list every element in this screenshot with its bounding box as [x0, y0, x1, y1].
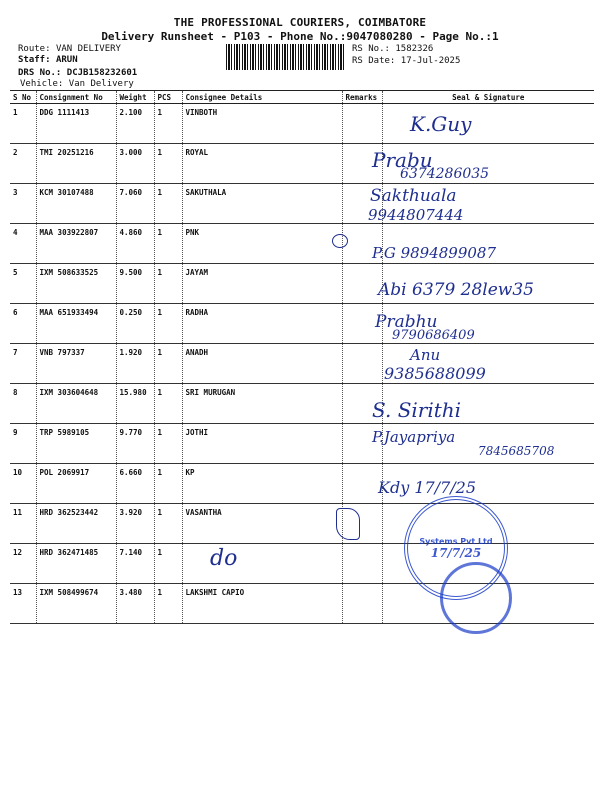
cell-pcs: 1	[154, 224, 182, 264]
cell-consignment: MAA 651933494	[36, 304, 116, 344]
seal-date: 17/7/25	[430, 545, 482, 560]
staff-line	[18, 55, 78, 65]
signature-12: do	[210, 546, 238, 571]
cell-consignee: VASANTHA	[182, 504, 342, 544]
rs-date-value: 17-Jul-2025	[400, 56, 461, 66]
col-pcs: PCS	[154, 91, 182, 104]
cell-consignment: VNB 797337	[36, 344, 116, 384]
cell-sno: 1	[10, 104, 36, 144]
cell-sno: 8	[10, 384, 36, 424]
signature-4: P.G 9894899087	[372, 244, 497, 262]
subtitle: Delivery Runsheet - P103 - Phone No.:9047080280 - Page No.:1	[101, 30, 499, 43]
signature-7a: Anu	[410, 346, 441, 364]
vehicle-label: Vehicle:	[20, 79, 64, 89]
cell-remarks	[342, 584, 382, 624]
cell-pcs: 1	[154, 504, 182, 544]
cell-remarks	[342, 544, 382, 584]
cell-consignee: JAYAM	[182, 264, 342, 304]
cell-consignee: ANADH	[182, 344, 342, 384]
cell-remarks	[342, 264, 382, 304]
table-row	[10, 304, 594, 344]
signature-10: Kdy 17/7/25	[378, 478, 476, 497]
cell-consignment: HRD 362471485	[36, 544, 116, 584]
cell-sno: 11	[10, 504, 36, 544]
route-label: Route:	[18, 44, 51, 54]
signature-3b: 9944807444	[368, 206, 464, 224]
cell-weight: 3.480	[116, 584, 154, 624]
signature-6b: 9790686409	[392, 328, 475, 343]
cell-consignee	[182, 544, 342, 584]
cell-weight: 3.000	[116, 144, 154, 184]
cell-sno: 9	[10, 424, 36, 464]
cell-pcs: 1	[154, 344, 182, 384]
table-row	[10, 144, 594, 184]
cell-consignee: JOTHI	[182, 424, 342, 464]
table-row	[10, 344, 594, 384]
cell-remarks	[342, 464, 382, 504]
col-weight: Weight	[116, 91, 154, 104]
signature-1: K.Guy	[410, 112, 472, 136]
cell-consignment: POL 2069917	[36, 464, 116, 504]
cell-weight: 2.100	[116, 104, 154, 144]
rs-date-line	[352, 56, 460, 66]
cell-consignee: KP	[182, 464, 342, 504]
cell-consignment: IXM 508499674	[36, 584, 116, 624]
cell-consignment: KCM 30107488	[36, 184, 116, 224]
signature-7b: 9385688099	[384, 364, 486, 383]
cell-consignment: DDG 1111413	[36, 104, 116, 144]
cell-sno: 6	[10, 304, 36, 344]
cell-pcs: 1	[154, 144, 182, 184]
col-sno: S No	[10, 91, 36, 104]
signature-9a: P.Jayapriya	[372, 428, 456, 446]
cell-pcs: 1	[154, 304, 182, 344]
cell-consignee: SRI MURUGAN	[182, 384, 342, 424]
cell-pcs: 1	[154, 264, 182, 304]
cell-sno: 13	[10, 584, 36, 624]
staff-label: Staff:	[18, 55, 51, 65]
cell-pcs: 1	[154, 464, 182, 504]
cell-weight: 15.980	[116, 384, 154, 424]
seal-text	[419, 537, 492, 560]
signature-8: S. Sirithi	[372, 398, 462, 422]
table-row	[10, 464, 594, 504]
seal-label: Systems Pvt Ltd	[419, 536, 493, 546]
rs-no-line	[352, 44, 433, 54]
cell-consignment: TRP 5989105	[36, 424, 116, 464]
cell-weight: 9.770	[116, 424, 154, 464]
cell-consignee: PNK	[182, 224, 342, 264]
scribble-mark	[336, 508, 360, 540]
col-signature: Seal & Signature	[382, 91, 594, 104]
cell-weight: 4.860	[116, 224, 154, 264]
cell-weight: 3.920	[116, 504, 154, 544]
signature-6a: Prabhu	[375, 312, 438, 332]
cell-sno: 5	[10, 264, 36, 304]
cell-weight: 9.500	[116, 264, 154, 304]
signature-2b: 6374286035	[400, 166, 490, 182]
drs-line	[18, 68, 137, 78]
cell-consignee: LAKSHMI CAPIO	[182, 584, 342, 624]
cell-pcs: 1	[154, 424, 182, 464]
cell-consignee: RADHA	[182, 304, 342, 344]
cell-pcs: 1	[154, 384, 182, 424]
staff-value: ARUN	[55, 55, 78, 65]
cell-consignment: MAA 303922807	[36, 224, 116, 264]
table-row	[10, 184, 594, 224]
barcode	[226, 44, 346, 70]
col-consignee: Consignee Details	[182, 91, 342, 104]
table-row	[10, 224, 594, 264]
cell-weight: 7.060	[116, 184, 154, 224]
cell-consignment: TMI 20251216	[36, 144, 116, 184]
vehicle-line	[20, 79, 134, 89]
cell-remarks	[342, 344, 382, 384]
drs-label: DRS No.:	[18, 68, 62, 78]
remark-mark	[332, 234, 348, 248]
table-header	[10, 91, 594, 104]
table-row	[10, 384, 594, 424]
signature-3a: Sakthuala	[370, 186, 457, 206]
vehicle-value: Van Delivery	[68, 79, 134, 89]
cell-remarks	[342, 104, 382, 144]
signature-5: Abi 6379 28lew35	[378, 280, 534, 300]
cell-sno: 2	[10, 144, 36, 184]
drs-value: DCJB158232601	[66, 68, 138, 78]
cell-weight: 0.250	[116, 304, 154, 344]
cell-consignee: VINBOTH	[182, 104, 342, 144]
cell-pcs: 1	[154, 584, 182, 624]
cell-consignee: ROYAL	[182, 144, 342, 184]
route-line	[18, 44, 121, 54]
cell-consignment: HRD 362523442	[36, 504, 116, 544]
cell-pcs: 1	[154, 104, 182, 144]
cell-consignee: SAKUTHALA	[182, 184, 342, 224]
signature-2a: Prabu	[372, 148, 433, 172]
title: THE PROFESSIONAL COURIERS, COIMBATORE	[173, 16, 427, 29]
cell-pcs: 1	[154, 544, 182, 584]
cp-seal	[440, 562, 512, 634]
rs-date-label: RS Date:	[352, 56, 396, 66]
col-consignment: Consignment No	[36, 91, 116, 104]
cell-sno: 7	[10, 344, 36, 384]
cell-weight: 6.660	[116, 464, 154, 504]
route-value: VAN DELIVERY	[55, 44, 121, 54]
cell-sno: 10	[10, 464, 36, 504]
cell-consignment: IXM 508633525	[36, 264, 116, 304]
cell-weight: 7.140	[116, 544, 154, 584]
rs-no-value: 1582326	[395, 44, 434, 54]
cell-weight: 1.920	[116, 344, 154, 384]
table-row	[10, 104, 594, 144]
signature-9b: 7845685708	[478, 444, 555, 458]
rs-no-label: RS No.:	[352, 44, 390, 54]
col-remarks: Remarks	[342, 91, 382, 104]
cell-pcs: 1	[154, 184, 182, 224]
cell-sno: 3	[10, 184, 36, 224]
cell-sno: 12	[10, 544, 36, 584]
cell-consignment: IXM 303604648	[36, 384, 116, 424]
cell-sno: 4	[10, 224, 36, 264]
